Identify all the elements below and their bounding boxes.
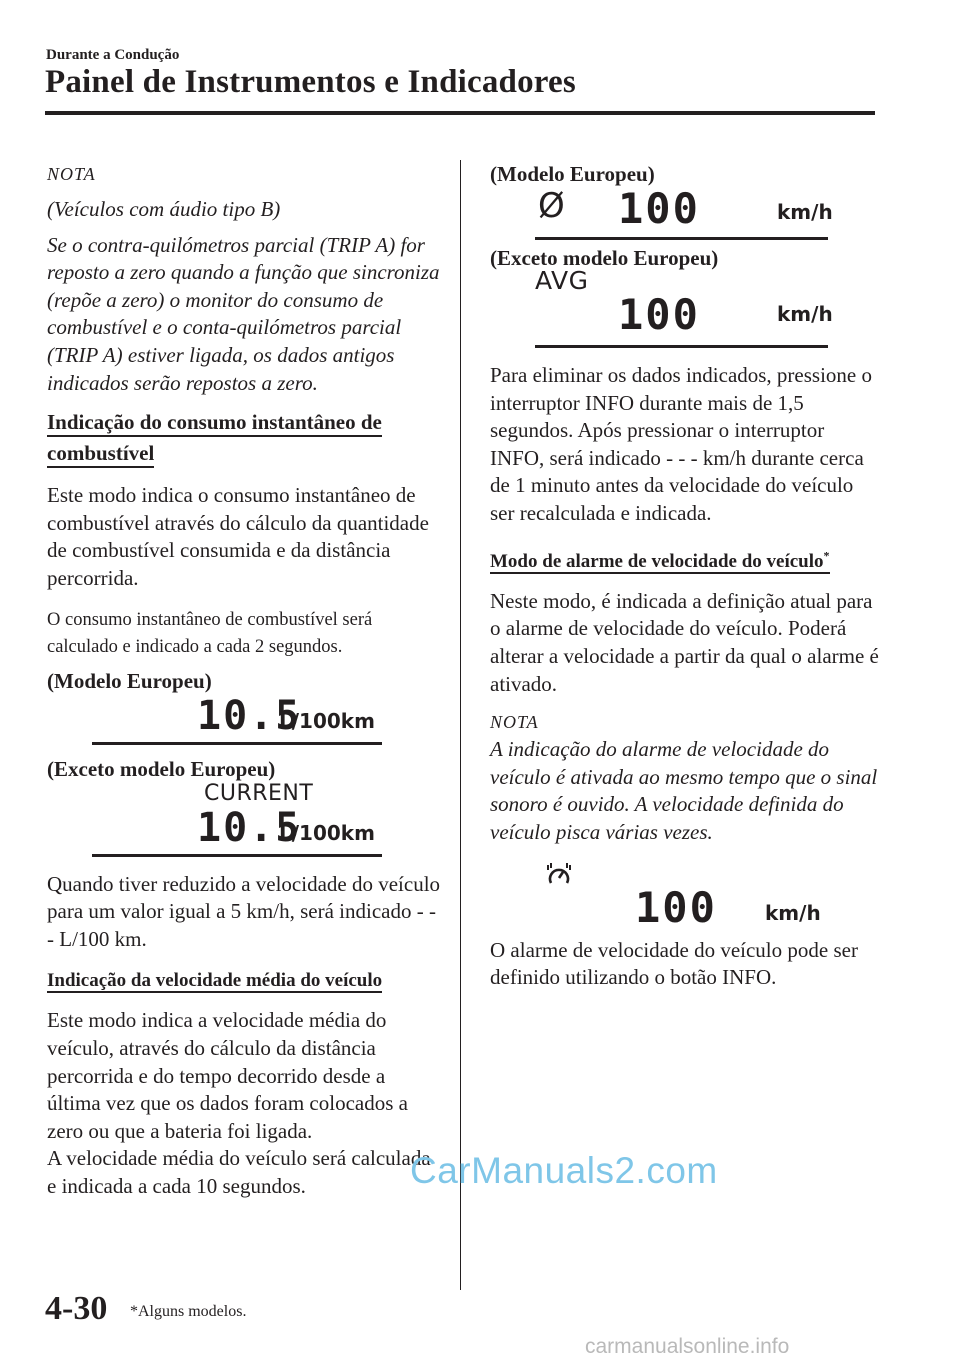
display-unit: L/100km bbox=[279, 708, 375, 733]
page-number: 4-30 bbox=[45, 1290, 108, 1327]
note-text: A indicação do alarme de velocidade do veículo é ativada ao mesmo tempo que o sinal sonoro é ouvido. A velocidade definida do veículo pisca várias vezes. bbox=[490, 737, 878, 845]
display-unit: L/100km bbox=[279, 820, 375, 845]
display-rule bbox=[92, 742, 382, 745]
title-rule bbox=[45, 111, 875, 115]
speed-alarm-icon bbox=[545, 861, 573, 889]
display-rule bbox=[535, 345, 828, 348]
paragraph-alarm-setting: O alarme de velocidade do veículo pode ser definido utilizando o botão INFO. bbox=[490, 937, 858, 990]
paragraph-reset: Para eliminar os dados indicados, pressione o interruptor INFO durante mais de 1,5 segundos. Após pressionar o interruptor INFO, será indicado - - - km/h durante cerca de 1 minuto antes da velocidade do veículo ser recalculada e indicada. bbox=[490, 363, 872, 525]
watermark-primary[interactable]: CarManuals2.com bbox=[410, 1150, 718, 1191]
variant-non-european: (Exceto modelo Europeu) bbox=[47, 756, 276, 781]
display-value: 10.5 bbox=[197, 804, 302, 851]
page-title: Painel de Instrumentos e Indicadores bbox=[45, 64, 576, 100]
display-speed-non-eu bbox=[490, 266, 882, 348]
note-text: Se o contra-quilómetros parcial (TRIP A) for reposto a zero quando a função que sincroniza (repõe a zero) o monitor do consumo de combustível e o conta-quilómetros parcial (TRIP A) estiver ligada, os dados antigos indicados serão repostos a zero. bbox=[47, 232, 440, 395]
paragraph-average-interval: A velocidade média do veículo será calculada e indicada a cada 10 segundos. bbox=[47, 1146, 431, 1198]
watermark-secondary[interactable]: carmanualsonline.info bbox=[585, 1335, 790, 1358]
paragraph-interval: O consumo instantâneo de combustível será calculado e indicado a cada 2 segundos. bbox=[47, 609, 373, 657]
paragraph-alarm-mode: Neste modo, é indicada a definição atual para o alarme de velocidade do veículo. Poderá alterar a velocidade a partir da qual o alarme é ativado. bbox=[490, 588, 879, 696]
heading-line-2: combustível bbox=[47, 441, 154, 468]
display-rule bbox=[535, 237, 828, 240]
right-column bbox=[490, 160, 882, 992]
variant-european: (Modelo Europeu) bbox=[490, 162, 655, 186]
display-unit: km/h bbox=[765, 900, 821, 925]
variant-european: (Modelo Europeu) bbox=[47, 668, 212, 693]
display-unit: km/h bbox=[777, 302, 833, 326]
paragraph-average-mode: Este modo indica a velocidade média do veículo, através do cálculo da distância percorrida e do tempo decorrido desde a última vez que os dados foram colocados a zero ou que a bateria foi ligada. bbox=[47, 1008, 408, 1143]
display-consumption-eu bbox=[47, 692, 442, 745]
display-speed-eu bbox=[490, 184, 882, 240]
column-divider bbox=[460, 160, 461, 1290]
display-value: 10.5 bbox=[197, 692, 302, 739]
footnote: *Alguns modelos. bbox=[130, 1303, 247, 1320]
display-label-current: CURRENT bbox=[204, 780, 314, 806]
note-label: NOTA bbox=[47, 164, 96, 184]
paragraph-instant-mode: Este modo indica o consumo instantâneo de combustível através do cálculo da quantidade de combustível consumida e da distância percorrida. bbox=[47, 483, 429, 590]
heading-label: Modo de alarme de velocidade do veículo bbox=[490, 550, 824, 572]
heading-text: Indicação da velocidade média do veículo bbox=[47, 970, 383, 992]
note-label: NOTA bbox=[490, 712, 539, 733]
average-symbol: Ø bbox=[538, 186, 565, 226]
display-value: 100 bbox=[635, 882, 717, 932]
footnote-mark: * bbox=[823, 548, 830, 563]
heading-text bbox=[490, 548, 830, 574]
variant-non-european: (Exceto modelo Europeu) bbox=[490, 246, 719, 270]
note-title: (Veículos com áudio tipo B) bbox=[47, 197, 281, 221]
heading-instant-consumption bbox=[47, 408, 442, 470]
display-speed-alarm bbox=[490, 861, 882, 935]
display-rule bbox=[92, 854, 382, 857]
display-unit: km/h bbox=[777, 200, 833, 224]
display-consumption-non-eu bbox=[47, 780, 442, 857]
display-value: 100 bbox=[618, 184, 700, 233]
heading-speed-alarm bbox=[490, 542, 882, 576]
display-label-avg: AVG bbox=[535, 266, 589, 295]
display-value: 100 bbox=[618, 290, 700, 339]
section-label: Durante a Condução bbox=[46, 47, 180, 63]
heading-average-speed bbox=[47, 967, 442, 995]
left-column bbox=[47, 160, 442, 1200]
heading-line-1: Indicação do consumo instantâneo de bbox=[47, 410, 382, 437]
paragraph-low-speed: Quando tiver reduzido a velocidade do veículo para um valor igual a 5 km/h, será indicado - - - L/100 km. bbox=[47, 871, 441, 951]
